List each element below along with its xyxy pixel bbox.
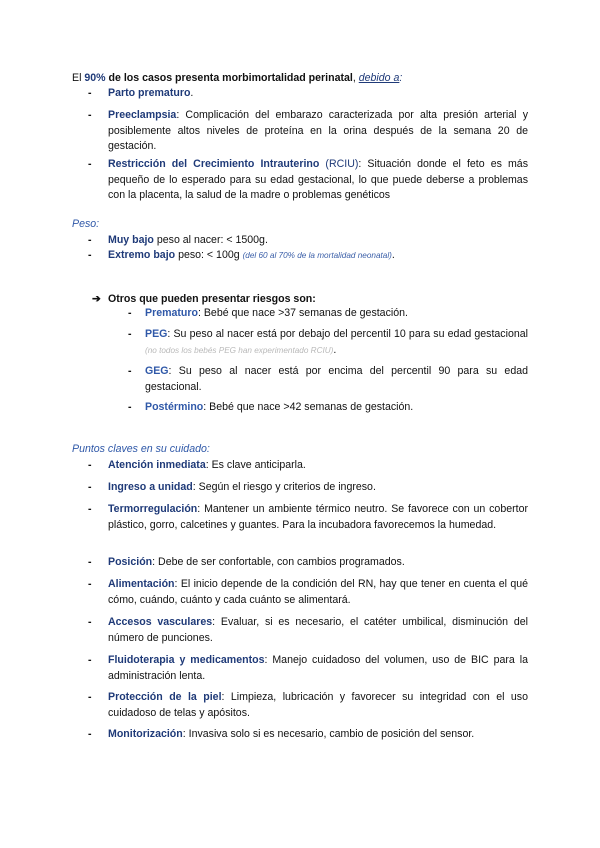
intro-comma: ,: [352, 72, 359, 84]
item-title: Preeclampsia: [108, 109, 177, 121]
dash-bullet: -: [128, 401, 132, 413]
dash-bullet: -: [88, 616, 92, 628]
list-item-preeclampsia: [88, 108, 528, 155]
item-end: .: [391, 249, 395, 261]
dash-bullet: -: [88, 654, 92, 666]
item-text: : Situación donde el feto es más pequeño de lo esperado para su edad gestacional, lo que puede deberse a problemas con la placenta, la salud de la madre o problemas genéticos: [108, 158, 528, 201]
list-item-muy-bajo: [88, 233, 528, 249]
weight-heading: Peso:: [72, 218, 100, 230]
dash-bullet: -: [128, 365, 132, 377]
item-text: : Evaluar, si es necesario, el catéter umbilical, disminución del número de punciones.: [108, 616, 528, 644]
intro-text: de los casos presenta morbimortalidad perinatal: [105, 72, 353, 84]
item-end: .: [333, 343, 337, 356]
list-item-parto-prematuro: [88, 86, 528, 102]
dash-bullet: -: [88, 158, 92, 170]
list-item-prematuro: [128, 306, 528, 322]
list-item-peg: [128, 327, 528, 358]
list-item-fluidoterapia: [88, 653, 528, 684]
dash-bullet: -: [88, 503, 92, 515]
item-title: Prematuro: [145, 307, 198, 319]
item-title: Atención inmediata: [108, 459, 206, 471]
list-item-monitorizacion: [88, 727, 528, 743]
item-note: (del 60 al 70% de la mortalidad neonatal): [242, 251, 392, 260]
item-text: : Su peso al nacer está por debajo del percentil 10 para su edad gestacional: [167, 328, 528, 340]
list-item-postermino: [128, 400, 528, 416]
item-text: : Manejo cuidadoso del volumen, uso de BIC para la administración lenta.: [108, 654, 528, 682]
item-title: Accesos vasculares: [108, 616, 213, 628]
intro-percentage: 90%: [84, 72, 106, 84]
item-title: Parto prematuro: [108, 87, 191, 99]
item-text: : Bebé que nace >42 semanas de gestación.: [203, 401, 414, 413]
dash-bullet: -: [88, 578, 92, 590]
dash-bullet: -: [88, 728, 92, 740]
item-text: : Invasiva solo si es necesario, cambio de posición del sensor.: [182, 728, 475, 740]
intro-prefix: El: [72, 72, 85, 84]
item-title: Ingreso a unidad: [108, 481, 193, 493]
item-abbreviation: (RCIU): [319, 158, 359, 170]
others-heading: Otros que pueden presentar riesgos son:: [108, 293, 316, 305]
item-text: : Su peso al nacer está por encima del percentil 90 para su edad gestacional.: [145, 365, 528, 393]
item-title: Fluidoterapia y medicamentos: [108, 654, 265, 666]
dash-bullet: -: [88, 87, 92, 99]
dash-bullet: -: [88, 459, 92, 471]
item-title: Postérmino: [145, 401, 204, 413]
item-title: GEG: [145, 365, 169, 377]
arrow-right-icon: ➔: [92, 293, 101, 305]
item-text: : Limpieza, lubricación y favorecer su integridad con el uso cuidadoso de telas y apósitos.: [108, 691, 529, 719]
list-item-proteccion-piel: [88, 690, 528, 721]
item-title: Restricción del Crecimiento Intrauterino: [108, 158, 320, 170]
list-item-ingreso-unidad: [88, 480, 528, 496]
list-item-posicion: [88, 555, 528, 571]
item-title: Muy bajo: [108, 234, 154, 246]
dash-bullet: -: [88, 234, 92, 246]
item-text: : Es clave anticiparla.: [205, 459, 306, 471]
dash-bullet: -: [88, 556, 92, 568]
item-text: : Debe de ser confortable, con cambios programados.: [152, 556, 405, 568]
care-heading: Puntos claves en su cuidado:: [72, 443, 210, 455]
item-text: : Complicación del embarazo caracterizada por alta presión arterial y posiblemente altos niveles de proteína en la orina después de la semana 20 de gestación.: [108, 109, 528, 152]
list-item-extremo-bajo: [88, 248, 528, 264]
item-text: : Según el riesgo y criterios de ingreso.: [192, 481, 376, 493]
others-heading-row: [92, 293, 316, 305]
intro-sentence: [72, 72, 600, 84]
list-item-termorregulacion: [88, 502, 528, 533]
intro-suffix: debido a: [358, 72, 400, 84]
list-item-geg: [128, 364, 528, 395]
item-text: .: [190, 87, 194, 99]
item-text: : Mantener un ambiente térmico neutro. Se favorece con un cobertor plástico, gorro, calcetines y guantes. Para la incubadora favorecemos la humedad.: [108, 503, 528, 531]
item-title: Posición: [108, 556, 153, 568]
dash-bullet: -: [88, 691, 92, 703]
item-title: Protección de la piel: [108, 691, 222, 703]
item-title: Monitorización: [108, 728, 183, 740]
item-title: Extremo bajo: [108, 249, 176, 261]
dash-bullet: -: [88, 481, 92, 493]
item-text: : El inicio depende de la condición del RN, hay que tener en cuenta el qué cómo, cuándo, cuánto y cada cuánto se alimentará.: [108, 578, 528, 606]
item-title: Termorregulación: [108, 503, 198, 515]
list-item-alimentacion: [88, 577, 528, 608]
item-title: Alimentación: [108, 578, 175, 590]
item-text: peso: < 100g: [175, 249, 243, 261]
item-note: (no todos los bebés PEG han experimentado RCIU): [145, 345, 334, 355]
dash-bullet: -: [128, 328, 132, 340]
list-item-rciu: [88, 157, 528, 204]
item-title: PEG: [145, 328, 168, 340]
list-item-accesos-vasculares: [88, 615, 528, 646]
dash-bullet: -: [88, 249, 92, 261]
dash-bullet: -: [88, 109, 92, 121]
dash-bullet: -: [128, 307, 132, 319]
list-item-atencion-inmediata: [88, 458, 528, 474]
intro-colon: :: [399, 72, 403, 84]
item-text: : Bebé que nace >37 semanas de gestación.: [197, 307, 408, 319]
item-text: peso al nacer: < 1500g.: [153, 234, 268, 246]
